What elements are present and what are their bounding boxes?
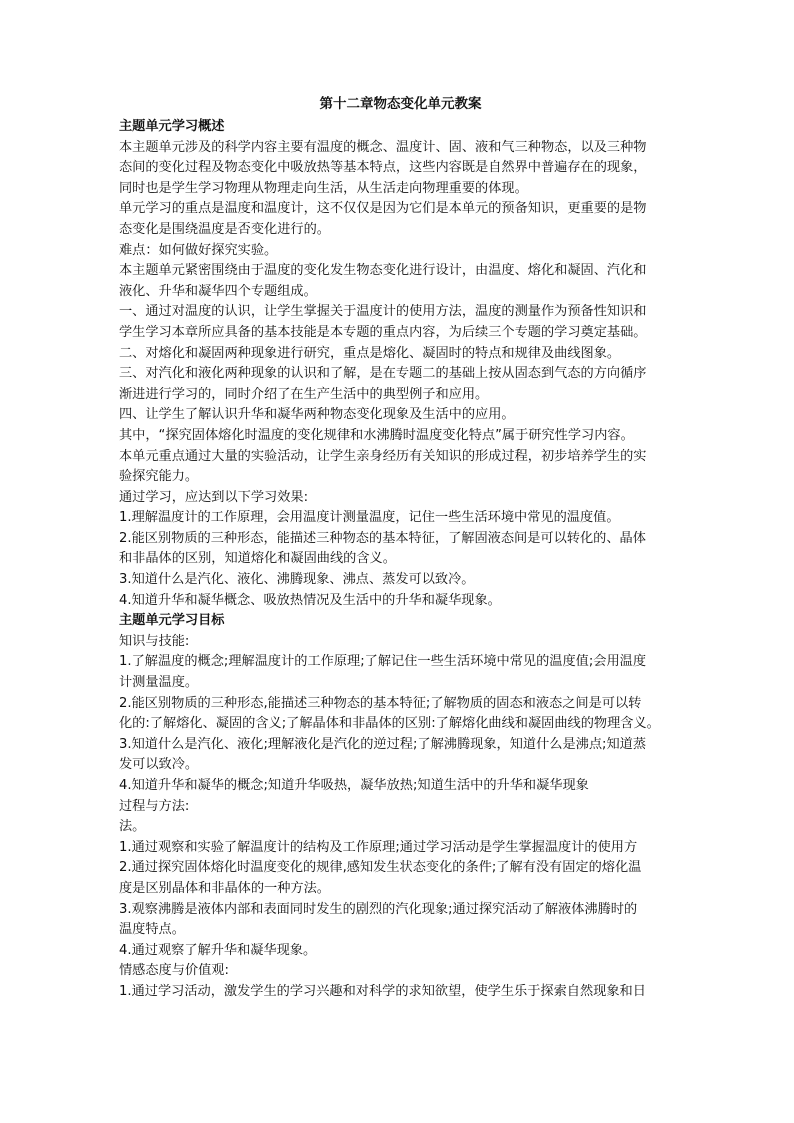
text-line: 发可以致冷。 [119,757,199,773]
text-line: 难点：如何做好探究实验。 [119,242,278,258]
document-body [119,117,682,1003]
text-line: 4.通过观察了解升华和凝华现象。 [119,942,317,958]
section-heading: 主题单元学习概述 [119,119,225,134]
text-line: 1.通过观察和实验了解温度计的结构及工作原理;通过学习活动是学生掌握温度计的使用方 [119,839,638,855]
text-line: 情感态度与价值观: [119,963,229,979]
text-line: 液化、升华和凝华四个专题组成。 [119,283,317,299]
text-line: 4.知道升华和凝华概念、吸放热情况及生活中的升华和凝华现象。 [119,592,501,608]
text-line: 三、对汽化和液化两种现象的认识和了解，是在专题二的基础上按从固态到气态的方向循序 [119,366,647,382]
text-line: 态间的变化过程及物态变化中吸放热等基本特点，这些内容既是自然界中普遍存在的现象， [119,160,647,176]
text-line: 本主题单元涉及的科学内容主要有温度的概念、温度计、固、液和气三种物态，以及三种物 [119,139,647,155]
text-line: 学生学习本章所应具备的基本技能是本专题的重点内容，为后续三个专题的学习奠定基础。 [119,324,647,340]
text-line: 温度特点。 [119,922,185,938]
text-line: 四、让学生了解认识升华和凝华两种物态变化现象及生活中的应用。 [119,407,515,423]
text-line: 和非晶体的区别，知道熔化和凝固曲线的含义。 [119,551,396,567]
text-line: 3.知道什么是汽化、液化;理解液化是汽化的逆过程;了解沸腾现象，知道什么是沸点;知道蒸 [119,736,647,752]
text-line: 过程与方法: [119,798,190,814]
text-line: 同时也是学生学习物理从物理走向生活，从生活走向物理重要的体现。 [119,180,528,196]
text-line: 本主题单元紧密围绕由于温度的变化发生物态变化进行设计，由温度、熔化和凝固、汽化和 [119,263,647,279]
text-line: 2.能区别物质的三种形态,能描述三种物态的基本特征;了解物质的固态和液态之间是可以转 [119,695,642,711]
text-line: 态变化是围绕温度是否变化进行的。 [119,221,330,237]
document-title: 第十二章物态变化单元教案 [319,96,482,112]
text-line: 其中，“探究固体熔化时温度的变化规律和水沸腾时温度变化特点”属于研究性学习内容。 [119,427,634,443]
text-line: 2.通过探究固体熔化时温度变化的规律,感知发生状态变化的条件;了解有没有固定的熔化温 [119,860,642,876]
text-line: 法。 [119,819,146,835]
text-line: 3.知道什么是汽化、液化、沸腾现象、沸点、蒸发可以致冷。 [119,572,475,588]
text-line: 1.了解温度的概念;理解温度计的工作原理;了解记住一些生活环境中常见的温度值;会用温度 [119,654,647,670]
text-line: 二、对熔化和凝固两种现象进行研究，重点是熔化、凝固时的特点和规律及曲线图象。 [119,345,621,361]
text-line: 计测量温度。 [119,675,199,691]
text-line: 1.通过学习活动，激发学生的学习兴趣和对科学的求知欲望，使学生乐于探索自然现象和日 [119,983,646,999]
text-line: 单元学习的重点是温度和温度计，这不仅仅是因为它们是本单元的预备知识，更重要的是物 [119,201,647,217]
text-line: 渐进进行学习的，同时介绍了在生产生活中的典型例子和应用。 [119,386,489,402]
text-line: 一、通过对温度的认识，让学生掌握关于温度计的使用方法，温度的测量作为预备性知识和 [119,304,647,320]
text-line: 1.理解温度计的工作原理，会用温度计测量温度，记住一些生活环境中常见的温度值。 [119,510,620,526]
text-line: 知识与技能: [119,633,190,649]
text-line: 度是区别晶体和非晶体的一种方法。 [119,880,330,896]
text-line: 验探究能力。 [119,469,199,485]
text-line: 2.能区别物质的三种形态，能描述三种物态的基本特征，了解固液态间是可以转化的、晶体 [119,530,646,546]
text-line: 3.观察沸腾是液体内部和表面同时发生的剧烈的汽化现象;通过探究活动了解液体沸腾时的 [119,901,638,917]
section-heading: 主题单元学习目标 [119,613,225,629]
text-line: 本单元重点通过大量的实验活动，让学生亲身经历有关知识的形成过程，初步培养学生的实 [119,448,647,464]
text-line: 4.知道升华和凝华的概念;知道升华吸热，凝华放热;知道生活中的升华和凝华现象 [119,778,589,793]
text-line: 化的:了解熔化、凝固的含义;了解晶体和非晶体的区别:了解熔化曲线和凝固曲线的物理含义。 [119,716,660,732]
text-line: 通过学习，应达到以下学习效果: [119,489,309,505]
